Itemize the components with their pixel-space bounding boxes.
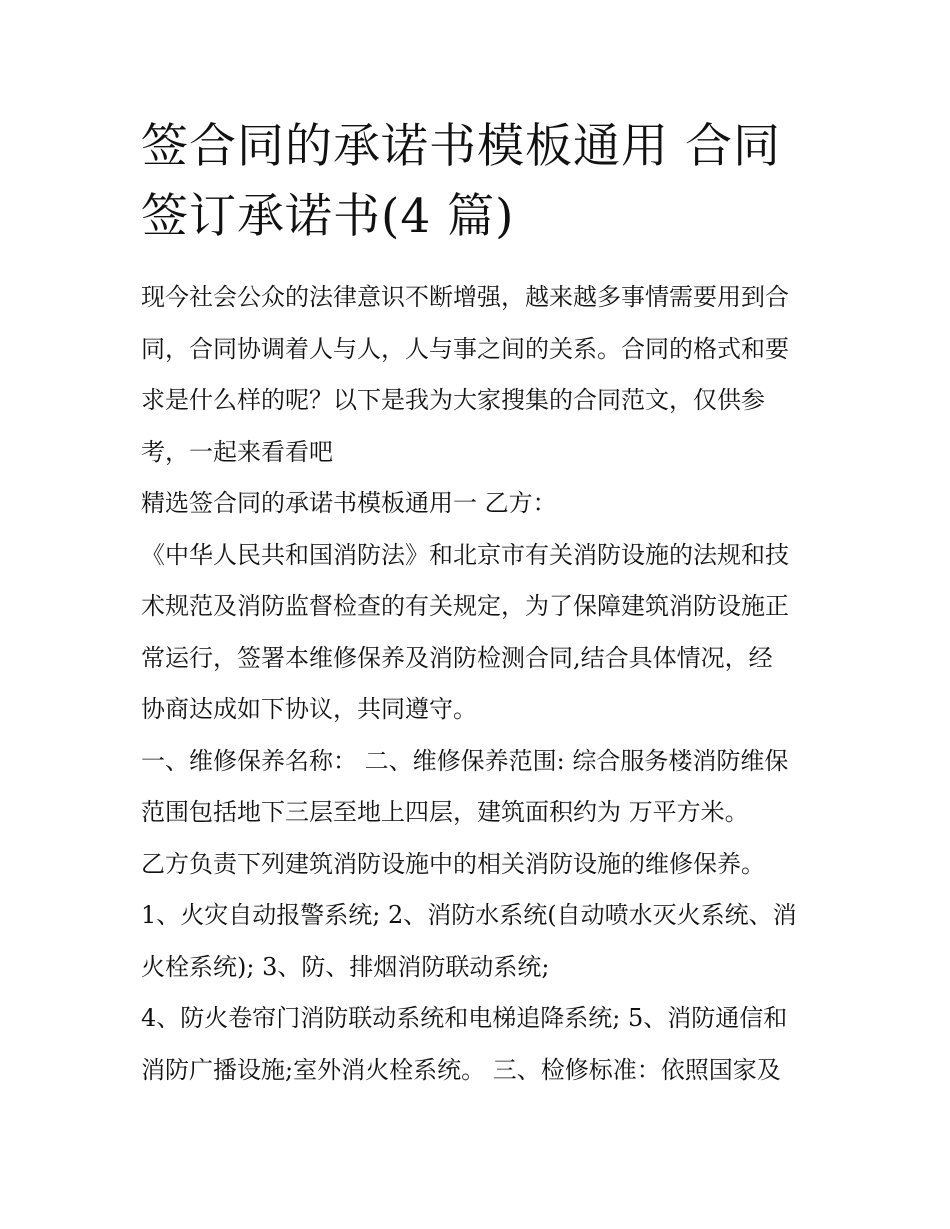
body-line: 术规范及消防监督检查的有关规定，为了保障建筑消防设施正 — [141, 592, 789, 620]
body-line: 1、火灾自动报警系统; 2、消防水系统(自动喷水灭火系统、消 — [141, 901, 797, 929]
body-line: 消防广播设施;室外消火栓系统。 三、检修标准：依照国家及 — [141, 1055, 781, 1084]
body-line: 4、防火卷帘门消防联动系统和电梯追降系统; 5、消防通信和 — [141, 1004, 788, 1032]
body-line: 精选签合同的承诺书模板通用一 乙方： — [141, 489, 557, 517]
title-line: 签合同的承诺书模板通用 合同 — [141, 119, 781, 174]
body-line: 一、维修保养名称： 二、维修保养范围: 综合服务楼消防维保 — [141, 746, 789, 775]
body-line: 常运行，签署本维修保养及消防检测合同,结合具体情况，经 — [141, 643, 773, 672]
body-line: 《中华人民共和国消防法》和北京市有关消防设施的法规和技 — [141, 540, 789, 569]
body-line: 范围包括地下三层至地上四层，建筑面积约为 万平方米。 — [141, 798, 749, 826]
document-title — [141, 112, 813, 252]
body-line: 同，合同协调着人与人，人与事之间的关系。合同的格式和要 — [141, 334, 789, 363]
body-line: 现今社会公众的法律意识不断增强，越来越多事情需要用到合 — [141, 283, 789, 311]
title-line: 签订承诺书(4 篇) — [141, 189, 515, 244]
body-line: 求是什么样的呢？以下是我为大家搜集的合同范文，仅供参 — [141, 386, 765, 414]
document-page — [141, 112, 813, 1096]
document-body — [141, 272, 813, 1096]
body-line: 火栓系统); 3、防、排烟消防联动系统; — [141, 952, 550, 981]
body-line: 乙方负责下列建筑消防设施中的相关消防设施的维修保养。 — [141, 849, 765, 878]
body-line: 考，一起来看看吧 — [141, 437, 333, 466]
body-line: 协商达成如下协议，共同遵守。 — [141, 695, 477, 723]
